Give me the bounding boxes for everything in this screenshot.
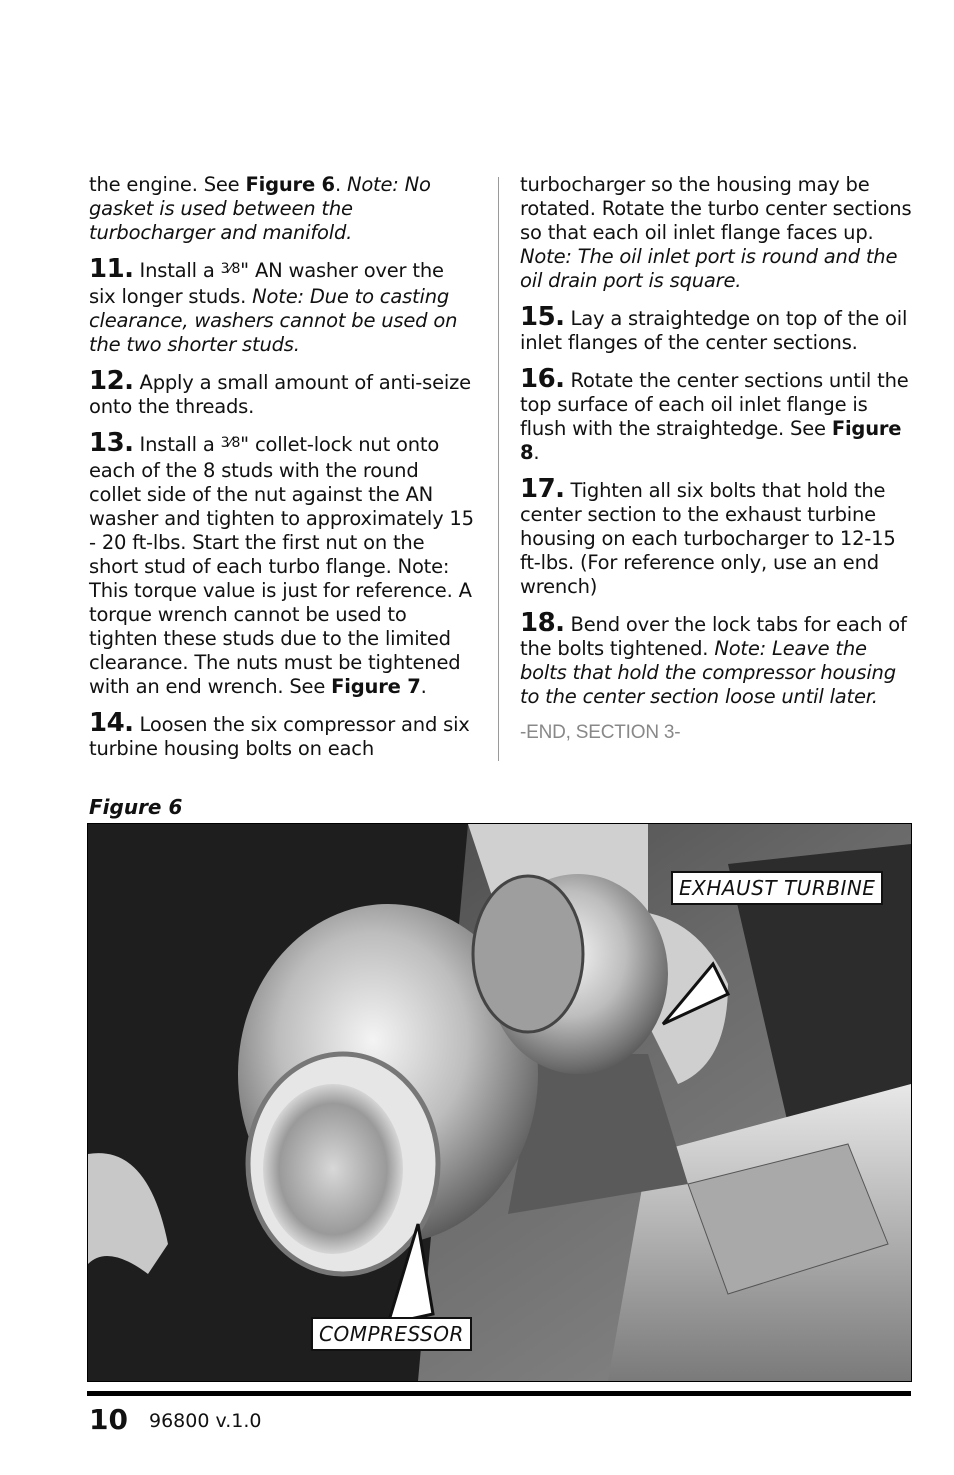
step-text: Install a [133, 433, 221, 456]
intro-text-2: . [334, 173, 347, 196]
figure-6-photo [87, 823, 912, 1382]
step-text: Apply a small amount of anti-seize onto the threads. [89, 371, 471, 418]
step-number: 14. [89, 708, 134, 738]
step-note: Note: The oil inlet port is round and the oil drain port is square. [520, 245, 898, 292]
step-text: Rotate the center sections until the top surface of each oil inlet flange is flush with the straightedge. See [520, 369, 909, 440]
left-column [89, 173, 474, 773]
step-text: . [533, 441, 540, 464]
step-text: Lay a straightedge on top of the oil inlet flanges of the center sections. [520, 307, 908, 354]
step-text: Bend over the lock tabs for each of the bolts tightened. [520, 613, 907, 660]
figure-8-reference: Figure 8 [520, 417, 902, 464]
step-13 [89, 428, 474, 699]
step-note: Note: Due to casting clearance, washers cannot be used on the two shorter studs. [89, 285, 458, 356]
intro-text: the engine. See [89, 173, 246, 196]
column-divider [498, 177, 499, 761]
step-number: 15. [520, 302, 565, 332]
fraction: 3⁄8 [220, 435, 241, 451]
step-text: " collet-lock nut onto each of the 8 studs with the round collet side of the nut against the AN washer and tighten to approximately 15 - 20 ft-lbs. Start the first nut on the short stud of each turbo flange. Note: This torque value is just for reference. A torque wrench cannot be used to tighten these studs due to the limited clearance. The nuts must be tightened with an end wrench. See [89, 433, 474, 698]
step-15 [520, 302, 912, 355]
step-text: Install a [133, 259, 221, 282]
intro-paragraph [89, 173, 474, 245]
step-note: Note: Leave the bolts that hold the compressor housing to the center section loose until later. [520, 637, 896, 708]
step-text: turbocharger so the housing may be rotated. Rotate the turbo center sections so that each oil inlet flange faces up. [520, 173, 912, 244]
step-11 [89, 254, 474, 357]
step-12 [89, 366, 474, 419]
document-version: 96800 v.1.0 [149, 1410, 262, 1432]
step-number: 18. [520, 608, 565, 638]
step-text: " AN washer over the six longer studs. [89, 259, 444, 308]
figure-6-reference: Figure 6 [245, 173, 335, 196]
step-14 [89, 708, 474, 761]
turbine-outlet [473, 876, 583, 1032]
exhaust-turbine-label: EXHAUST TURBINE [671, 871, 883, 905]
step-14-continued [520, 173, 912, 293]
intro-note: Note: No gasket is used between the turbocharger and manifold. [89, 173, 431, 244]
figure-7-reference: Figure 7 [331, 675, 421, 698]
step-18 [520, 608, 912, 709]
step-number: 16. [520, 364, 565, 394]
step-17 [520, 474, 912, 599]
footer-rule [87, 1391, 911, 1396]
fraction: 3⁄8 [220, 261, 241, 277]
right-column [520, 173, 912, 745]
step-number: 12. [89, 366, 134, 396]
step-number: 11. [89, 254, 134, 284]
step-number: 13. [89, 428, 134, 458]
page-number: 10 [89, 1403, 128, 1436]
step-text: . [420, 675, 427, 698]
step-16 [520, 364, 912, 465]
section-end-mark: -END, SECTION 3- [520, 722, 681, 743]
turbo-photo-illustration [88, 824, 911, 1381]
figure-caption: Figure 6 [89, 795, 183, 819]
step-text: Loosen the six compressor and six turbine housing bolts on each [89, 713, 470, 760]
compressor-label: COMPRESSOR [311, 1317, 472, 1351]
step-number: 17. [520, 474, 565, 504]
compressor-bore [263, 1084, 403, 1254]
step-text: Tighten all six bolts that hold the center section to the exhaust turbine housing on each turbocharger to 12-15 ft-lbs. (For reference only, use an end wrench) [520, 479, 896, 598]
